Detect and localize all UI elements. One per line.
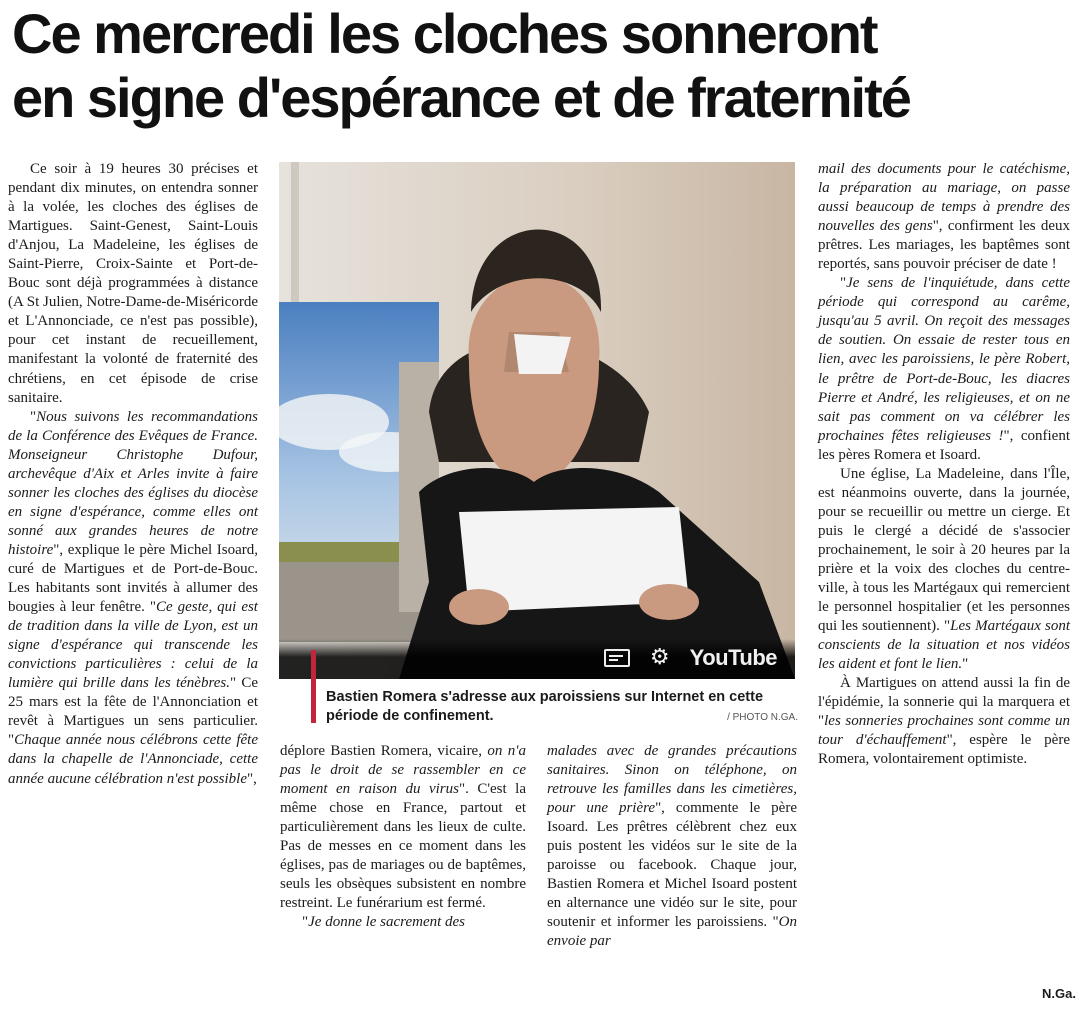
priest-video-frame <box>279 162 795 679</box>
paragraph: mail des documents pour le catéchisme, la préparation au mariage, on passe aussi beaucoup de temps à prendre des nouvelles des gens", confirment les deux prêtres. Les mariages, les baptêmes sont reportés, sans pouvoir préciser de date ! <box>818 161 1070 273</box>
caption-accent-bar <box>311 650 316 723</box>
paragraph: malades avec de grandes précautions sanitaires. Sinon on téléphone, on retrouve les familles dans les cimetières, pour une prière", commente le père Isoard. Les prêtres célèbrent chez eux puis postent les vidéos sur le site de la paroisse ou facebook. Chaque jour, Bastien Romera et Michel Isoard postent en alternance une vidéo sur le site, pour soutenir et informer les paroissiens. "On envoie par <box>547 743 797 950</box>
youtube-logo[interactable]: YouTube <box>689 645 777 670</box>
article-column-2 <box>280 742 526 932</box>
article-column-3 <box>547 742 797 952</box>
gear-icon[interactable]: ⚙ <box>649 645 670 670</box>
paragraph: Ce soir à 19 heures 30 précises et pendant dix minutes, on entendra sonner à la volée, les cloches des églises de Martigues. Saint-Genest, Saint-Louis d'Anjou, La Madeleine, les églises de Saint-Pierre, Croix-Sainte et Port-de-Bouc sont déjà programmées à distance (A St Julien, Notre-Dame-de-Miséricorde et L'Annonciade, ce n'est pas possible), pour cet instant de recueillement, manifestant la volonté de fraternité des chrétiens, en cet épisode de crise sanitaire. <box>8 161 258 406</box>
headline-line-1: Ce mercredi les cloches sonneront <box>12 2 877 65</box>
paragraph: À Martigues on attend aussi la fin de l'épidémie, la sonnerie qui la marquera et "les sonneries prochaines sont comme un tour d'échauffement", espère le père Romera, volontairement optimiste. <box>818 675 1070 768</box>
video-screenshot[interactable] <box>279 162 795 679</box>
headline <box>12 2 1082 130</box>
paragraph: "Je donne le sacrement des <box>302 914 466 931</box>
author-byline: N.Ga. <box>1042 986 1076 1001</box>
headline-line-2: en signe d'espérance et de fraternité <box>12 66 910 129</box>
paragraph: Une église, La Madeleine, dans l'Île, est néanmoins ouverte, dans la journée, pour se recueillir ou mettre un cierge. Et puis le clergé a décidé de s'associer prochainement, le soir à 20 heures par la prière et la voix des cloches du centre-ville, à tous les Martégaux qui remercient le personnel hospitalier (et les personnes qui les soutiennent). "Les Martégaux sont conscients de la situation et nos vidéos les aident et font le lien." <box>818 465 1070 673</box>
paragraph: déplore Bastien Romera, vicaire, on n'a pas le droit de se rassembler en ce moment en raison du virus". C'est la même chose en France, partout et particulièrement dans les lieux de culte. Pas de messes en ce moment dans les églises, pas de mariages ou de baptêmes, seuls les obsèques subsistent en nombre restreint. Le funérarium est fermé. <box>280 743 526 912</box>
paragraph: "Je sens de l'inquiétude, dans cette période qui correspond au carême, jusqu'au 5 avril. On reçoit des messages de soutien. On essaie de rester tous en lien, avec les paroissiens, le père Robert, le prêtre de Port-de-Bouc, les diacres Pierre et André, les religieuses, et on ne sait pas comment on va célébrer les prochaines fêtes religieuses !", confient les pères Romera et Isoard. <box>818 275 1070 463</box>
article-column-4 <box>818 160 1070 770</box>
photo-caption: Bastien Romera s'adresse aux paroissiens sur Internet en cette période de confinement. <box>326 689 764 724</box>
paragraph: "Nous suivons les recommandations de la Conférence des Evêques de France. Monseigneur Christophe Dufour, archevêque d'Aix et Arles invite à faire sonner les cloches des églises du diocèse en signe d'espérance, comme elles ont sonné aux grandes heures de notre histoire", explique le père Michel Isoard, curé de Martigues et de Port-de-Bouc. Les habitants sont invités à allumer des bougies à leur fenêtre. "Ce geste, qui est de tradition dans la ville de Lyon, est un signe d'espérance qui transcende les convictions particulières : celui de la lumière qui brille dans les ténèbres." Ce 25 mars est la fête de l'Annonciation et revêt à Martigues un sens particulier. "Chaque année nous célébrons cette fête dans la chapelle de l'Annonciade, cette année aucune célébration n'est possible", <box>8 408 258 787</box>
subtitles-icon[interactable] <box>604 649 630 667</box>
article-column-1 <box>8 160 258 789</box>
photo-credit: / PHOTO N.GA. <box>727 712 798 723</box>
player-controls <box>279 639 795 679</box>
